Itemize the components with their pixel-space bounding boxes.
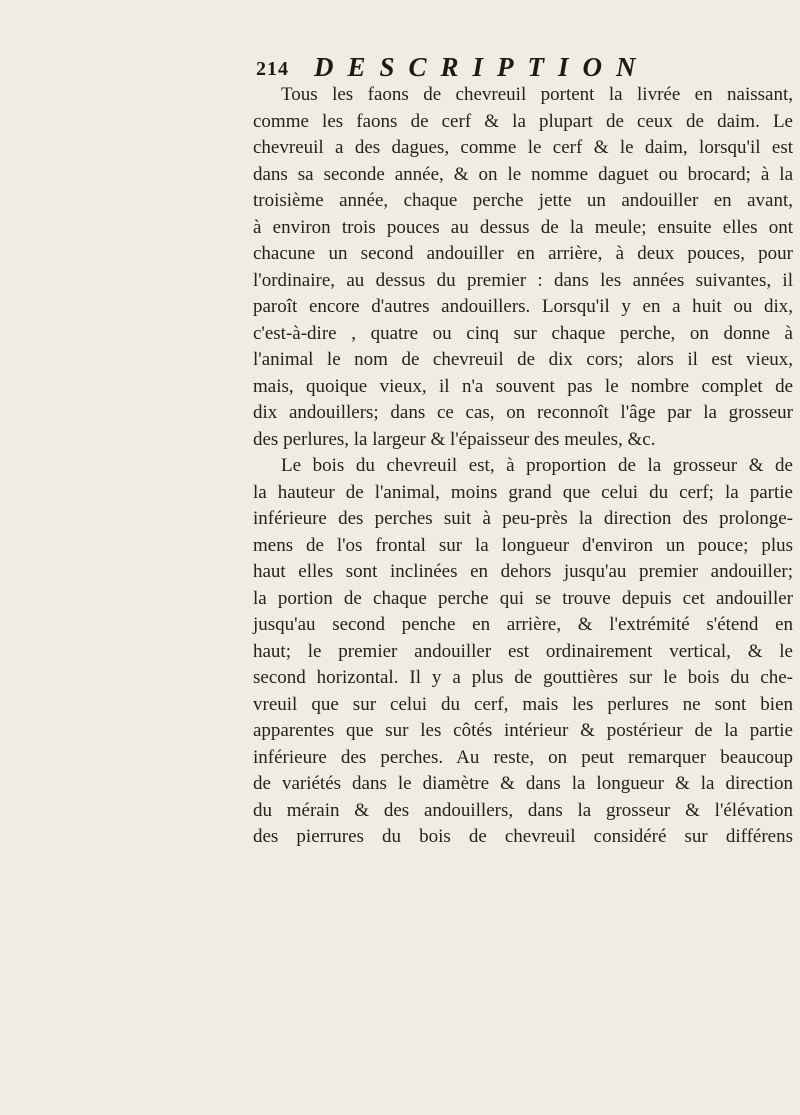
text-line: du mérain & des andouillers, dans la grosseur & l'élévation [253, 799, 793, 821]
text-line: de variétés dans le diamètre & dans la longueur & la direction [253, 773, 793, 794]
text-line: chevreuil a des dagues, comme le cerf & le daim, lorsqu'il est [253, 137, 793, 158]
text-line: mens de l'os frontal sur la longueur d'environ un pouce; plus [253, 534, 793, 556]
text-line: la portion de chaque perche qui se trouve depuis cet andouiller [253, 587, 793, 609]
text-line: c'est-à-dire , quatre ou cinq sur chaque perche, on donne à [253, 322, 793, 344]
text-line: comme les faons de cerf & la plupart de ceux de daim. Le [253, 110, 793, 132]
text-line: la hauteur de l'animal, moins grand que celui du cerf; la partie [253, 481, 793, 503]
text-line: dix andouillers; dans ce cas, on reconnoît l'âge par la grosseur [253, 402, 793, 423]
text-line: Le bois du chevreuil est, à proportion de la grosseur & de [281, 455, 793, 476]
text-line: des pierrures du bois de chevreuil considéré sur différens [253, 826, 793, 847]
text-line: à environ trois pouces au dessus de la meule; ensuite elles ont [253, 216, 793, 238]
text-line: inférieure des perches. Au reste, on peut remarquer beaucoup [253, 746, 793, 768]
text-line: inférieure des perches suit à peu-près la direction des prolonge- [253, 508, 793, 529]
text-line: chacune un second andouiller en arrière, à deux pouces, pour [253, 243, 793, 264]
text-line: jusqu'au second penche en arrière, & l'extrémité s'étend en [253, 614, 793, 635]
text-line: paroît encore d'autres andouillers. Lorsqu'il y en a huit ou dix, [253, 296, 793, 317]
text-line: l'ordinaire, au dessus du premier : dans les années suivantes, il [253, 269, 793, 291]
running-title: DESCRIPTION [314, 52, 650, 82]
text-line: vreuil que sur celui du cerf, mais les perlures ne sont bien [253, 693, 793, 715]
text-line: troisième année, chaque perche jette un andouiller en avant, [253, 190, 793, 211]
text-line: mais, quoique vieux, il n'a souvent pas le nombre complet de [253, 375, 793, 397]
text-line: apparentes que sur les côtés intérieur & postérieur de la partie [253, 720, 793, 741]
body-text [253, 82, 798, 851]
text-line: des perlures, la largeur & l'épaisseur des meules, &c. [253, 428, 656, 450]
text-line: haut elles sont inclinées en dehors jusqu'au premier andouiller; [253, 561, 793, 582]
page-number: 214 [256, 58, 289, 80]
text-line: dans sa seconde année, & on le nomme daguet ou brocard; à la [253, 163, 793, 185]
text-line: l'animal le nom de chevreuil de dix cors; alors il est vieux, [253, 349, 793, 370]
text-line: second horizontal. Il y a plus de gouttières sur le bois du che- [253, 667, 793, 688]
text-line: haut; le premier andouiller est ordinairement vertical, & le [253, 640, 793, 662]
text-line: Tous les faons de chevreuil portent la livrée en naissant, [281, 84, 793, 105]
